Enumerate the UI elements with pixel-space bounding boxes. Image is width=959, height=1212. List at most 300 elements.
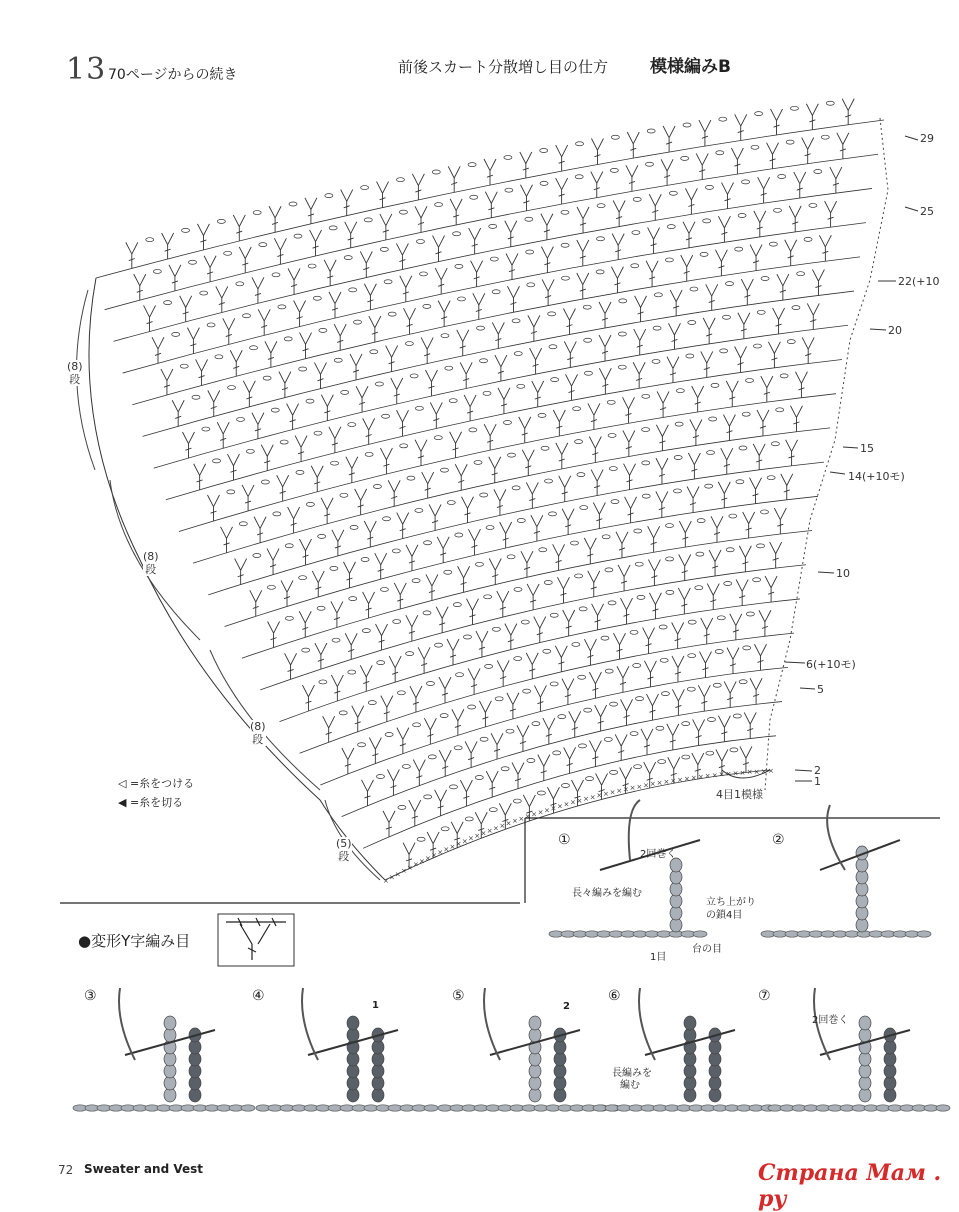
y-stitch-mark	[267, 549, 279, 575]
chain-oval	[730, 748, 738, 752]
y-stitch-mark	[534, 685, 546, 711]
chain-oval	[720, 349, 728, 353]
y-stitch-mark	[350, 354, 362, 380]
stitch-branch	[542, 279, 548, 291]
stitch-branch	[683, 222, 689, 234]
y-stitch-mark	[656, 425, 668, 451]
stitch-branch	[345, 222, 351, 234]
stitch-branch	[512, 763, 518, 775]
chain-oval	[543, 649, 551, 653]
y-stitch-mark	[288, 507, 300, 533]
stitch-branch	[194, 464, 200, 476]
y-stitch-mark	[750, 478, 762, 504]
stitch-branch	[507, 286, 513, 298]
y-stitch-mark	[786, 440, 798, 466]
stitch-column	[856, 846, 868, 932]
y-stitch-mark	[497, 660, 509, 686]
stitch-branch	[397, 378, 403, 390]
stitch-branch	[360, 251, 366, 263]
row-label: 6(+10モ)	[806, 658, 856, 671]
chain-oval	[273, 512, 281, 516]
y-stitch-mark	[425, 370, 437, 396]
chain-oval	[368, 701, 376, 705]
foundation-x-mark: ×	[697, 772, 704, 781]
stitch-branch	[599, 368, 605, 380]
y-stitch-mark	[599, 368, 611, 394]
y-stitch-mark	[302, 685, 314, 711]
foundation-x-mark: ×	[388, 873, 395, 882]
stitch-branch	[644, 661, 650, 673]
stitch-branch	[563, 577, 569, 589]
y-stitch-mark	[329, 427, 341, 453]
stitch-branch	[404, 308, 410, 320]
stitch-branch	[418, 174, 424, 186]
foundation-x-mark: ×	[656, 779, 663, 788]
chain-oval	[700, 252, 708, 256]
y-stitch-mark	[377, 182, 389, 208]
stitch-branch	[701, 351, 707, 363]
chain-oval	[213, 459, 221, 463]
y-stitch-mark	[812, 269, 824, 295]
chain-oval	[738, 213, 746, 217]
foundation-x-mark: ×	[711, 771, 718, 780]
stitch-branch	[132, 242, 138, 254]
stitch-branch	[764, 177, 770, 189]
stitch-branch	[685, 555, 691, 567]
chain-oval	[726, 282, 734, 286]
chain-oval	[349, 288, 357, 292]
stitch-branch	[667, 357, 673, 369]
foundation-x-mark: ×	[583, 795, 590, 804]
chain-oval	[302, 648, 310, 652]
stitch-column	[684, 1016, 696, 1102]
stitch-branch	[678, 656, 684, 668]
y-stitch-mark	[807, 303, 819, 329]
chain-oval	[634, 765, 642, 769]
y-stitch-mark	[356, 386, 368, 412]
braid-loop	[241, 1105, 255, 1111]
stitch-branch	[842, 99, 848, 111]
stitch-branch	[619, 200, 625, 212]
chain-oval	[549, 345, 557, 349]
row-base-arc	[123, 223, 866, 373]
stitch-branch	[556, 178, 562, 190]
y-stitch-mark	[197, 224, 209, 250]
stitch-branch	[654, 526, 660, 538]
stitch-branch	[630, 464, 636, 476]
chain-oval	[580, 506, 588, 510]
stitch-branch	[678, 689, 684, 701]
y-stitch-mark	[492, 322, 504, 348]
stitch-branch	[536, 348, 542, 360]
foundation-x-mark: ×	[437, 848, 444, 857]
stitch-branch	[648, 526, 654, 538]
stitch-branch	[188, 432, 194, 444]
stitch-branch	[694, 453, 700, 465]
stitch-branch	[641, 296, 647, 308]
row-label: 15	[860, 442, 874, 455]
chain-oval	[548, 312, 556, 316]
stitch-branch	[532, 381, 538, 393]
chain-oval	[376, 775, 384, 779]
y-stitch-mark	[452, 709, 464, 735]
chain-oval	[697, 519, 705, 523]
stitch-branch	[520, 152, 526, 164]
stitch-branch	[595, 705, 601, 717]
chain-oval	[450, 785, 458, 789]
stitch-branch	[673, 724, 679, 736]
y-stitch-mark	[386, 346, 398, 372]
chain-oval	[579, 607, 587, 611]
y-stitch-mark	[465, 741, 477, 767]
y-stitch-mark	[679, 521, 691, 547]
stitch-branch	[450, 432, 456, 444]
stitch-branch	[321, 498, 327, 510]
chain-oval	[485, 664, 493, 668]
chain-oval	[457, 297, 465, 301]
chain-oval	[618, 365, 626, 369]
chain-oval	[426, 681, 434, 685]
stitch-branch	[441, 268, 447, 280]
stitch-branch	[635, 296, 641, 308]
y-stitch-mark	[288, 268, 300, 294]
y-stitch-mark	[221, 527, 233, 553]
repeat-label: 4目1模様	[716, 788, 763, 801]
stitch-branch	[294, 301, 300, 313]
stitch-branch	[452, 709, 458, 721]
stitch-branch	[623, 666, 629, 678]
stitch-branch	[495, 355, 501, 367]
stitch-branch	[242, 485, 248, 497]
stitch-branch	[565, 476, 571, 488]
stitch-branch	[754, 644, 760, 656]
foundation-x-mark: ×	[704, 772, 711, 781]
y-stitch-mark	[569, 711, 581, 737]
y-stitch-mark	[743, 512, 755, 538]
y-stitch-mark	[701, 351, 713, 377]
stitch-branch	[500, 489, 506, 501]
chain-oval	[761, 277, 769, 281]
y-stitch-mark	[656, 491, 668, 517]
y-stitch-mark	[332, 530, 344, 556]
stitch-branch	[193, 328, 199, 340]
stitch-branch	[760, 644, 766, 656]
stitch-branch	[424, 718, 430, 730]
stitch-branch	[200, 464, 206, 476]
y-stitch-mark	[144, 305, 156, 331]
stitch-branch	[721, 250, 727, 262]
stitch-branch	[513, 693, 519, 705]
y-stitch-mark	[424, 718, 436, 744]
row-base-arc	[385, 767, 770, 880]
stitch-branch	[311, 466, 317, 478]
chain-oval	[424, 541, 432, 545]
stitch-branch	[421, 338, 427, 350]
stitch-branch	[618, 565, 624, 577]
chain-oval	[445, 366, 453, 370]
stitch-branch	[541, 247, 547, 259]
y-stitch-mark	[410, 686, 422, 712]
y-stitch-mark	[476, 631, 488, 657]
stitch-branch	[451, 822, 457, 834]
stitch-branch	[796, 406, 802, 418]
chain-oval	[237, 417, 245, 421]
y-stitch-mark	[648, 526, 660, 552]
stitch-branch	[620, 767, 626, 779]
chain-oval	[440, 714, 448, 718]
stitch-branch	[740, 746, 746, 758]
chain-oval	[633, 197, 641, 201]
y-stitch-mark	[795, 372, 807, 398]
chain-oval	[358, 743, 366, 747]
stitch-branch	[361, 489, 367, 501]
chain-oval	[675, 422, 683, 426]
chain-oval	[579, 744, 587, 748]
stitch-branch	[843, 133, 849, 145]
stitch-branch	[468, 497, 474, 509]
stitch-branch	[338, 530, 344, 542]
stitch-branch	[707, 584, 713, 596]
base-chain-braid	[256, 1105, 438, 1111]
stitch-branch	[569, 610, 575, 622]
chain-oval	[575, 440, 583, 444]
chain-oval	[453, 232, 461, 236]
stitch-branch	[210, 256, 216, 268]
chain-oval	[348, 670, 356, 674]
foundation-x-mark: ×	[383, 877, 389, 885]
chain-oval	[228, 386, 236, 390]
y-stitch-mark	[375, 553, 387, 579]
chain-oval	[503, 420, 511, 424]
stitch-branch	[474, 668, 480, 680]
stitch-branch	[412, 615, 418, 627]
y-stitch-mark	[727, 648, 739, 674]
stitch-branch	[709, 318, 715, 330]
y-stitch-mark	[589, 741, 601, 767]
y-stitch-mark	[557, 577, 569, 603]
stitch-branch	[126, 242, 132, 254]
stitch-branch	[837, 133, 843, 145]
stitch-branch	[722, 749, 728, 761]
y-stitch-mark	[711, 516, 723, 542]
chain-oval	[707, 451, 715, 455]
stitch-branch	[392, 346, 398, 358]
y-stitch-mark	[802, 337, 814, 363]
y-stitch-mark	[738, 313, 750, 339]
y-stitch-mark	[615, 734, 627, 760]
stitch-branch	[505, 221, 511, 233]
stitch-branch	[409, 800, 415, 812]
y-stitch-mark	[331, 601, 343, 627]
chain-oval	[618, 332, 626, 336]
stitch-branch	[770, 542, 776, 554]
chain-oval	[428, 755, 436, 759]
stitch-branch	[641, 729, 647, 741]
stitch-branch	[618, 234, 624, 246]
stitch-branch	[547, 214, 553, 226]
note-chain-up: 立ち上がり	[706, 897, 756, 908]
stitch-branch	[196, 359, 202, 371]
foundation-x-mark: ×	[643, 781, 649, 790]
y-stitch-mark	[588, 571, 600, 597]
y-stitch-mark	[391, 378, 403, 404]
stitch-branch	[329, 292, 335, 304]
stitch-branch	[690, 419, 696, 431]
row-base-arc	[320, 667, 788, 788]
y-stitch-mark	[612, 234, 624, 260]
chain-oval	[207, 323, 215, 327]
y-stitch-mark	[436, 607, 448, 633]
stitch-branch	[288, 268, 294, 280]
stitch-branch	[335, 292, 341, 304]
y-stitch-mark	[216, 286, 228, 312]
stitch-branch	[584, 538, 590, 550]
chain-oval	[633, 663, 641, 667]
y-stitch-mark	[556, 443, 568, 469]
chain-oval	[341, 390, 349, 394]
stitch-branch	[736, 580, 742, 592]
stitch-branch	[394, 480, 400, 492]
chain-oval	[715, 650, 723, 654]
chain-oval	[586, 777, 594, 781]
y-stitch-mark	[152, 337, 164, 363]
chain-oval	[537, 791, 545, 795]
stitch-branch	[696, 154, 702, 166]
y-stitch-mark	[532, 381, 544, 407]
stitch-branch	[776, 542, 782, 554]
y-stitch-mark	[634, 329, 646, 355]
stitch-branch	[767, 143, 773, 155]
y-stitch-mark	[759, 610, 771, 636]
stitch-branch	[643, 628, 649, 640]
stitch-column	[859, 1016, 871, 1102]
step-number: ②	[772, 832, 785, 848]
y-stitch-mark	[730, 614, 742, 640]
stitch-branch	[415, 440, 421, 452]
chain-oval	[285, 544, 293, 548]
stitch-branch	[693, 486, 699, 498]
y-stitch-mark	[773, 308, 785, 334]
chain-oval	[382, 414, 390, 418]
yarn-strand	[827, 805, 845, 870]
stitch-branch	[758, 177, 764, 189]
stitch-branch	[540, 685, 546, 697]
stitch-branch	[648, 560, 654, 572]
stitch-branch	[169, 265, 175, 277]
chain-oval	[646, 162, 654, 166]
stitch-branch	[563, 610, 569, 622]
stitch-branch	[757, 410, 763, 422]
chain-oval	[349, 597, 357, 601]
pattern-title: 模様編みB	[650, 57, 731, 77]
y-stitch-mark	[409, 800, 421, 826]
chain-oval	[405, 342, 413, 346]
technique-title: ●変形Y字編み目	[78, 932, 191, 950]
y-stitch-mark	[363, 418, 375, 444]
chain-oval	[486, 526, 494, 530]
y-stitch-mark	[491, 733, 503, 759]
y-stitch-mark	[321, 395, 333, 421]
chain-oval	[456, 673, 464, 677]
stitch-branch	[299, 539, 305, 551]
stitch-branch	[566, 374, 572, 386]
foundation-x-mark: ×	[480, 829, 487, 838]
y-stitch-mark	[701, 618, 713, 644]
stitch-branch	[732, 381, 738, 393]
stitch-branch	[572, 374, 578, 386]
chain-oval	[505, 188, 513, 192]
stitch-branch	[239, 215, 245, 227]
y-stitch-mark	[790, 406, 802, 432]
y-stitch-mark	[252, 413, 264, 439]
stitch-branch	[477, 261, 483, 273]
stitch-branch	[348, 748, 354, 760]
stitch-branch	[506, 254, 512, 266]
y-stitch-mark	[439, 750, 451, 776]
stitch-branch	[337, 675, 343, 687]
foundation-x-mark: ×	[602, 790, 609, 799]
y-stitch-mark	[172, 400, 184, 426]
y-stitch-mark	[819, 235, 831, 261]
stitch-branch	[590, 639, 596, 651]
stitch-branch	[387, 769, 393, 781]
chain-oval	[495, 697, 503, 701]
y-stitch-mark	[204, 256, 216, 282]
stitch-branch	[388, 480, 394, 492]
chain-oval	[242, 314, 250, 318]
chain-oval	[202, 427, 210, 431]
stitch-branch	[668, 757, 674, 769]
chain-oval	[637, 595, 645, 599]
stitch-column	[554, 1028, 566, 1102]
yarn-strand	[639, 988, 655, 1060]
stitch-branch	[505, 624, 511, 636]
chain-oval	[325, 194, 333, 198]
stitch-branch	[301, 436, 307, 448]
stitch-branch	[724, 216, 730, 228]
stitch-column	[709, 1028, 721, 1102]
stitch-branch	[650, 762, 656, 774]
stitch-branch	[605, 302, 611, 314]
stitch-branch	[495, 457, 501, 469]
stitch-branch	[523, 725, 529, 737]
chain-oval	[413, 723, 421, 727]
chain-oval	[410, 374, 418, 378]
foundation-x-mark: ×	[636, 782, 643, 791]
stitch-branch	[456, 199, 462, 211]
stitch-branch	[626, 767, 632, 779]
stitch-branch	[490, 159, 496, 171]
stitch-branch	[792, 440, 798, 452]
stitch-branch	[698, 386, 704, 398]
stitch-branch	[724, 716, 730, 728]
chain-oval	[688, 321, 696, 325]
note-knit-double: 長編みを	[612, 1068, 652, 1079]
chain-oval	[192, 395, 200, 399]
stitch-branch	[780, 508, 786, 520]
chain-oval	[329, 226, 337, 230]
y-stitch-mark	[299, 539, 311, 565]
y-stitch-mark	[321, 498, 333, 524]
y-stitch-mark	[621, 598, 633, 624]
stitch-branch	[559, 544, 565, 556]
stitch-branch	[162, 233, 168, 245]
chain-oval	[319, 328, 327, 332]
stitch-branch	[419, 760, 425, 772]
stitch-branch	[728, 183, 734, 195]
stitch-branch	[422, 472, 428, 484]
stitch-branch	[696, 419, 702, 431]
